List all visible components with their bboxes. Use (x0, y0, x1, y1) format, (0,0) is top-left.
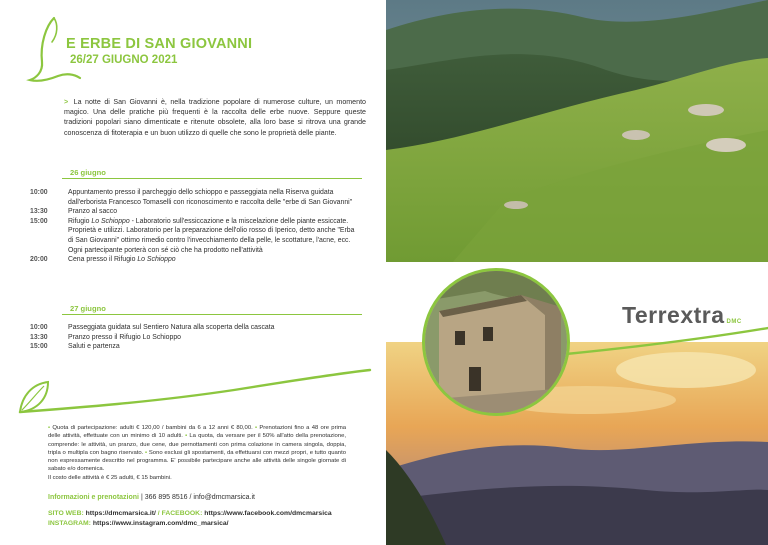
day2-schedule (30, 323, 360, 352)
web-links: SITO WEB: https://dmcmarsica.it/ / FACEBOOK: https://www.facebook.com/dmcmarsica INSTAGRAM: https://www.instagram.com/dmc_marsica/ (48, 510, 332, 527)
info-booking: Prenotazioni fino a 48 ore prima delle attività, effettuate con un minimo di 10 adulti. (48, 425, 347, 440)
instagram-label: INSTAGRAM: (48, 520, 91, 527)
rifugio-name: Lo Schioppo (91, 217, 130, 225)
instagram-link[interactable]: https://www.instagram.com/dmc_marsica/ (92, 520, 229, 527)
schedule-row (30, 342, 360, 352)
schedule-row (30, 217, 360, 255)
email-link[interactable]: info@dmcmarsica.it (193, 494, 255, 501)
mountain-photo (386, 0, 768, 270)
right-page (386, 0, 768, 545)
schedule-time: 15:00 (30, 217, 48, 225)
phone-number[interactable]: 366 895 8516 (144, 494, 188, 501)
schedule-time: 10:00 (30, 324, 48, 331)
info-includes: La quota, da versare per il 50% all'atto della prenotazione, comprende: le attività, un pranzo, due cene, due pernottamenti con prima colazione in camera singola, doppia, tripla o multipla con bagno riservato. (48, 433, 347, 456)
schedule-row (30, 188, 360, 207)
logo-suffix: DMC (726, 319, 742, 325)
schedule-row (30, 255, 360, 265)
contact-line: Informazioni e prenotazioni | 366 895 8516 / info@dmcmarsica.it (48, 494, 255, 501)
day1-schedule (30, 188, 360, 265)
leaf-icon (14, 368, 374, 424)
schedule-time: 15:00 (30, 343, 48, 351)
schedule-time: 13:30 (30, 208, 48, 216)
info-cost: Il costo delle attività è € 25 adulti, € 15 bambini. (48, 474, 172, 481)
day1-divider (62, 178, 362, 179)
schedule-desc: Pranzo al sacco (68, 208, 118, 216)
schedule-time: 20:00 (30, 256, 48, 264)
schedule-desc: Pranzo presso il Rifugio Lo Schioppo (68, 333, 181, 341)
intro-marker: > (64, 98, 69, 106)
facebook-label: FACEBOOK: (161, 510, 203, 517)
schedule-time: 13:30 (30, 333, 48, 341)
info-price: Quota di partecipazione: adulti € 120,00 / bambini da 6 a 12 anni € 80,00. (52, 425, 253, 431)
schedule-desc: Saluti e partenza (68, 343, 120, 351)
day2-divider (62, 314, 362, 315)
event-date: 26/27 GIUGNO 2021 (70, 54, 178, 66)
schedule-desc: Passeggiata guidata sul Sentiero Natura alla scoperta della cascata (68, 324, 275, 331)
info-block: • Quota di partecipazione: adulti € 120,00 / bambini da 6 a 12 anni € 80,00. • Prenotazioni fino a 48 ore prima delle attività, effettuate con un minimo di 10 adulti. • La quota, da versare per il 50% all'atto della prenotazione, comprende: le attività, un pranzo, due cene, due pernottamenti con prima colazione in camera singola, doppia, tripla o multipla con bagno riservato. • Sono esclusi gli spostamenti, da effettuarsi con mezzi propri, e tutto quanto non espressamente descritto nel programma. E' possibile partecipare anche alle attività delle singole giornate di sabato e/o domenica. Il costo delle attività è € 25 adulti, € 15 bambini. (48, 425, 347, 481)
web-label: SITO WEB: (48, 510, 84, 517)
schedule-time: 10:00 (30, 189, 48, 196)
facebook-link[interactable]: https://www.facebook.com/dmcmarsica (204, 510, 332, 517)
logo-brand: Terrextra (622, 302, 725, 328)
stone-building-icon (425, 271, 570, 416)
contact-label: Informazioni e prenotazioni (48, 494, 140, 501)
schedule-row (30, 207, 360, 217)
day1-heading: 26 giugno (70, 168, 106, 177)
intro-paragraph (64, 97, 366, 138)
schedule-row (30, 333, 360, 343)
info-excludes: Sono esclusi gli spostamenti, da effettuarsi con mezzi propri, e tutto quanto non espressamente descritto nel programma. E' possibile partecipare anche alle attività delle singole giornate di sabato e/o domenica. (48, 449, 346, 473)
schedule-desc: Cena presso il Rifugio Lo Schioppo (68, 256, 176, 264)
intro-text: La notte di San Giovanni è, nella tradizione popolare di numerose culture, un momento magico. Una delle pratiche più frequenti è la raccolta delle erbe nuove. Seppure queste tradizioni popolari siano dimenticate e ritenute obsolete, alla loro base si ritrova una grande conoscenza di fitoterapia e un buon utilizzo di quelle che sono le proprietà delle piante. (64, 98, 366, 137)
website-link[interactable]: https://dmcmarsica.it/ (85, 510, 156, 517)
page-title: E ERBE DI SAN GIOVANNI (66, 36, 253, 52)
terrextra-logo (622, 302, 742, 329)
schedule-desc: Rifugio Lo Schioppo - Laboratorio sull'essiccazione e la miscelazione delle piante essiccate. Proprietà e utilizzi. Laboratorio per la preparazione dell'olio rosso di Iperico, detto anche "Erba di San Giovanni" ottimo rimedio contro l'invecchiamento della pelle, le scottature, l'acne, ecc. Ogni partecipante porterà con sé ciò che ha prodotto nell'attività (68, 217, 355, 254)
rifugio-name: Lo Schioppo (137, 256, 176, 264)
schedule-desc: Appuntamento presso il parcheggio dello schioppo e passeggiata nella Riserva guidata dall'erborista Francesco Tomaselli con riconoscimento e raccolta delle "erbe di San Giovanni" (68, 189, 353, 206)
schedule-row (30, 323, 360, 333)
day2-heading: 27 giugno (70, 304, 106, 313)
hermitage-photo (422, 268, 570, 416)
